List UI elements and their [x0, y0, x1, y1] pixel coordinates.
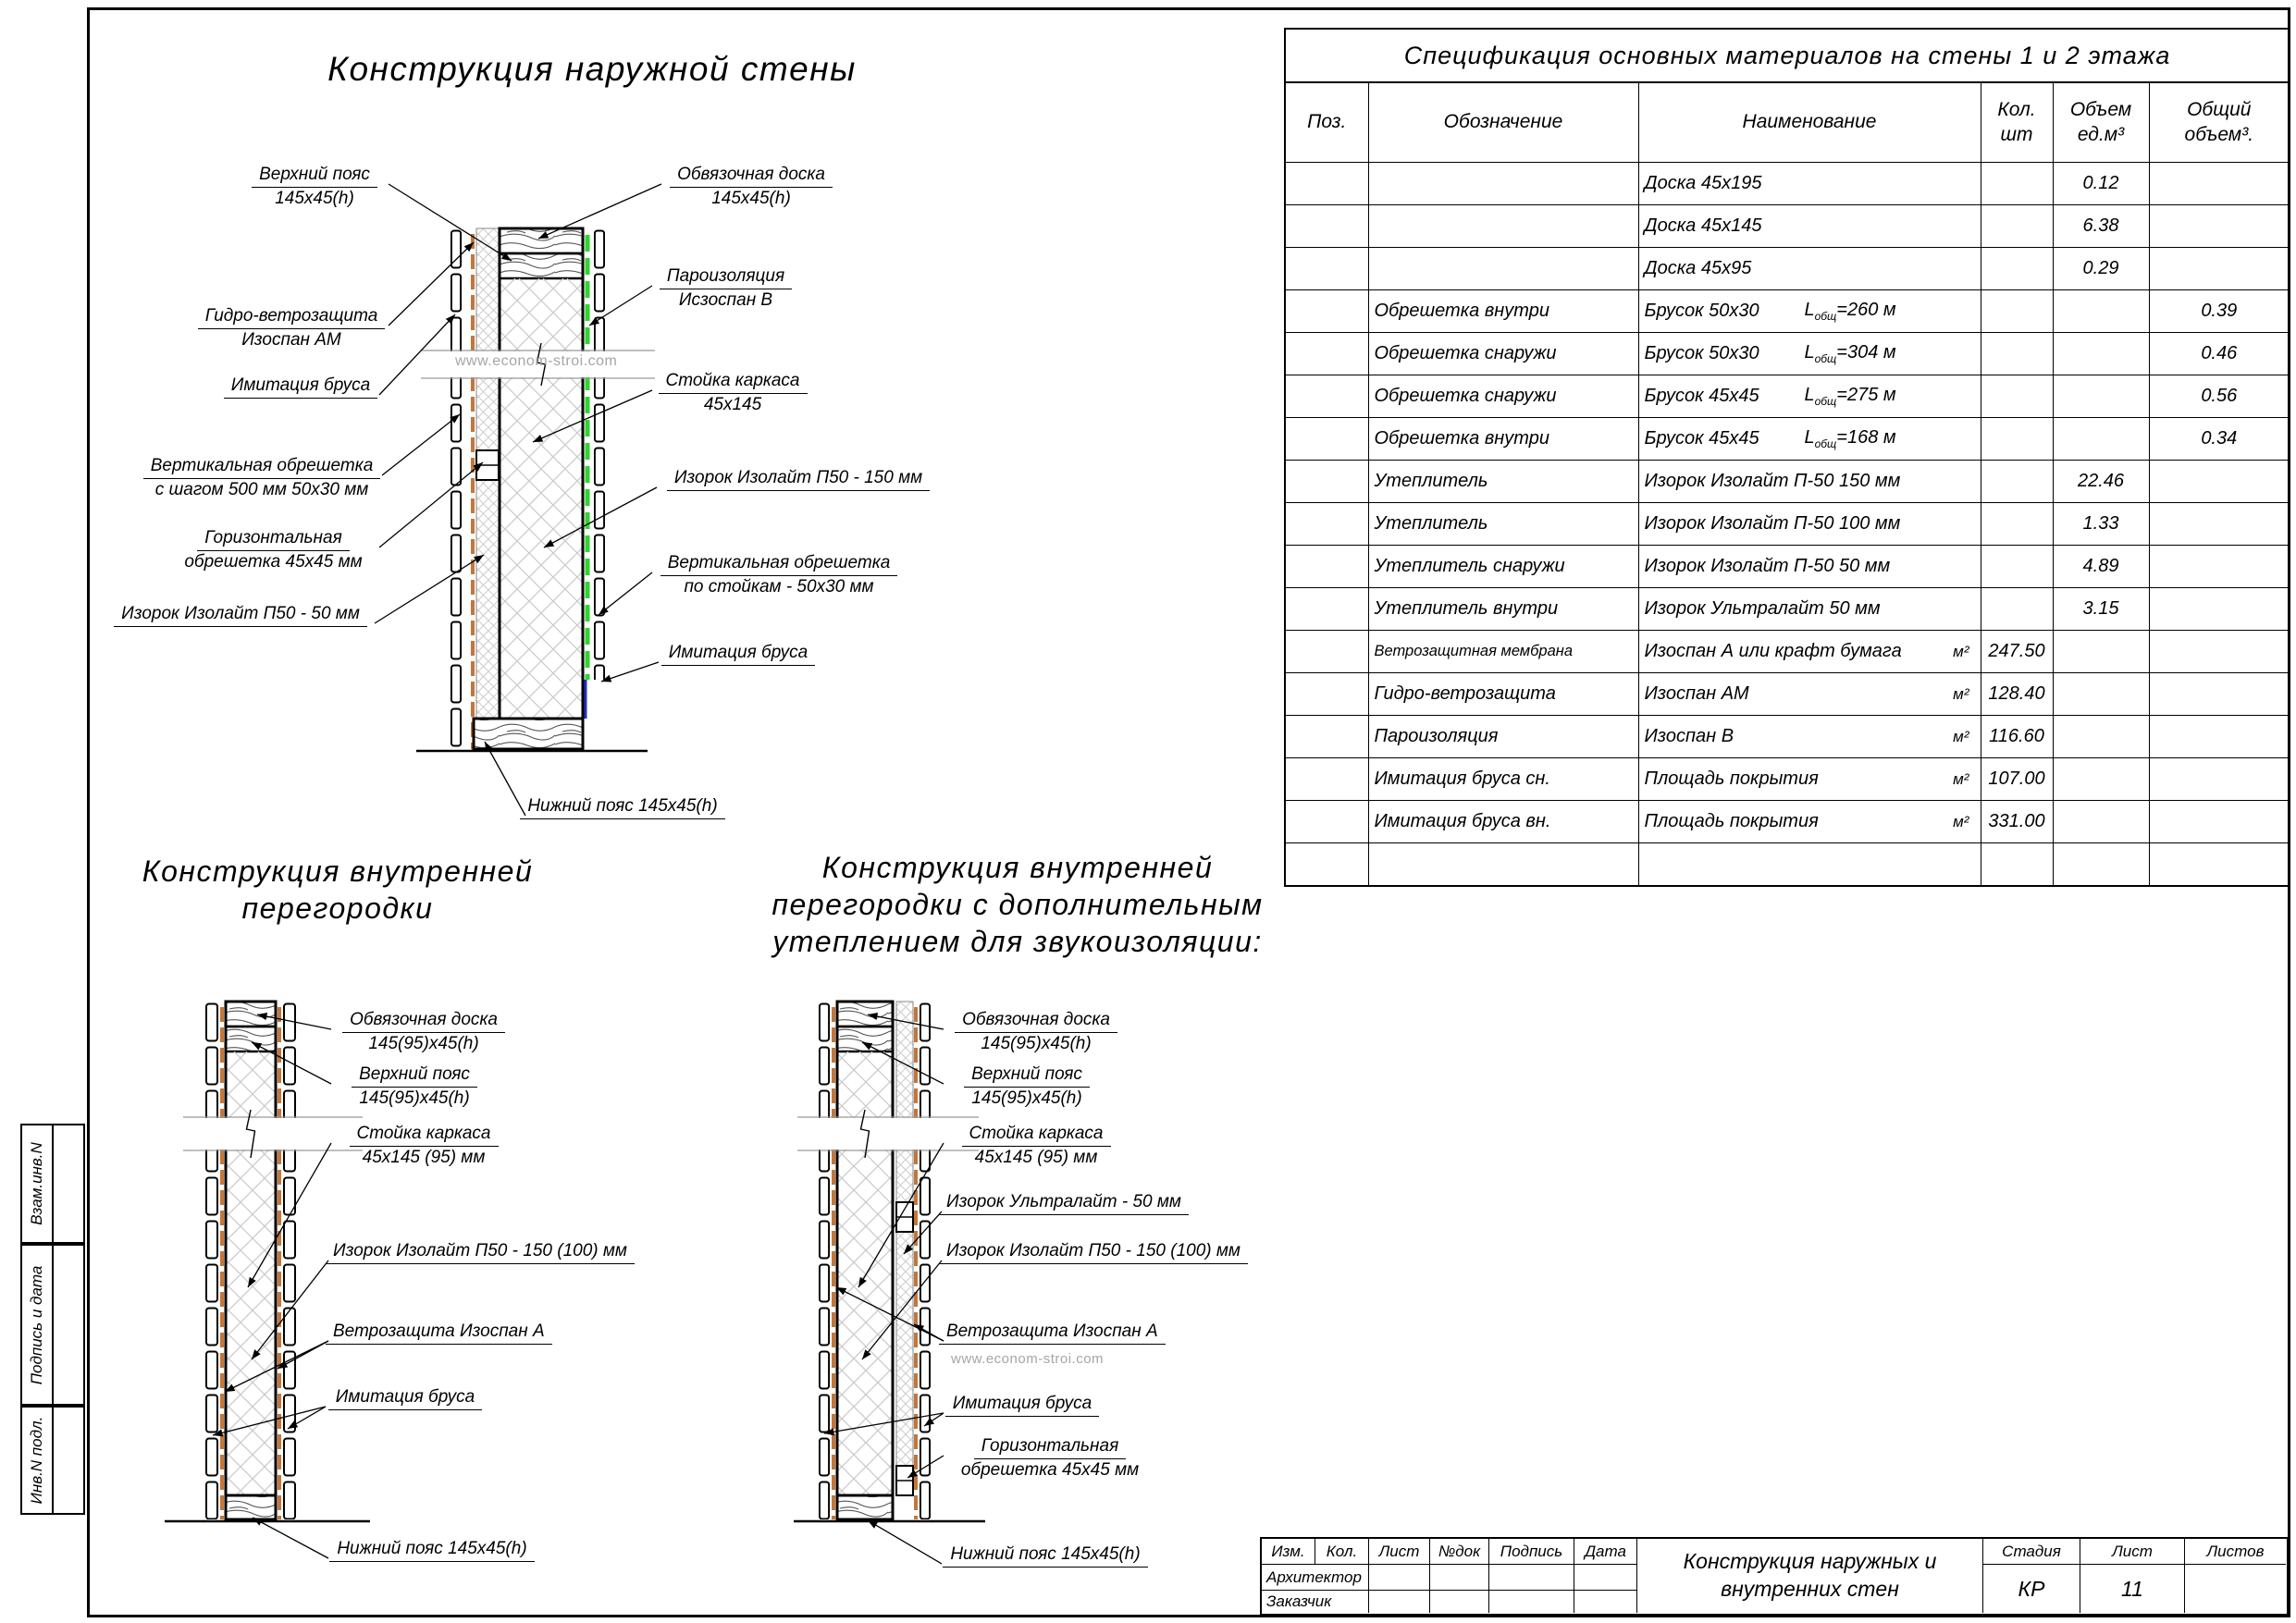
- col-name: Наименование: [1638, 82, 1981, 163]
- col-qty-line: шт: [2000, 123, 2033, 145]
- len-val: =260 м: [1836, 300, 1896, 320]
- cell-name: [1638, 290, 1981, 333]
- label-line: Имитация бруса: [945, 1394, 1099, 1417]
- label-line: Ветрозащита Изоспан А: [939, 1322, 1166, 1345]
- len-l: L: [1804, 342, 1815, 363]
- label-imitation-ip: [939, 1394, 1105, 1417]
- label-line: Ветрозащита Изоспан А: [326, 1322, 552, 1345]
- label-strap-board-ext: [659, 165, 844, 210]
- tb-doc-title-line1: Конструкция наружных и: [1683, 1549, 1937, 1574]
- label-bottom-belt-p: [326, 1539, 538, 1562]
- tb-cell: [1369, 1591, 1430, 1613]
- side-stamp-box-podpis: [20, 1244, 85, 1406]
- cell-unit-volume: 22.46: [2053, 461, 2149, 503]
- label-line: 145(95)x45(h): [981, 1034, 1092, 1054]
- label-strap-board-p: [331, 1010, 516, 1055]
- cell-designation: Пароизоляция: [1368, 716, 1638, 758]
- cell-name: [1638, 801, 1981, 843]
- cell-name: [1638, 758, 1981, 801]
- cell-unit-volume: [2053, 631, 2149, 673]
- label-line: Нижний пояс 145x45(h): [520, 796, 724, 819]
- external-wall-title: Конструкция наружной стены: [327, 50, 857, 88]
- cell-total-volume: [2149, 631, 2290, 673]
- label-line: Верхний пояс: [964, 1064, 1090, 1088]
- cell-name: [1638, 461, 1981, 503]
- insulated-partition-title-line1: Конструкция внутренней: [821, 851, 1214, 884]
- cell-designation: Гидро-ветрозащита: [1368, 673, 1638, 716]
- tb-customer: Заказчик: [1262, 1591, 1369, 1613]
- tb-cell: [1489, 1565, 1574, 1591]
- cell-pos: [1285, 418, 1368, 461]
- cell-qty: 247.50: [1981, 631, 2053, 673]
- col-designation: Обозначение: [1368, 82, 1638, 163]
- cell-name: [1638, 248, 1981, 290]
- cell-designation: Имитация бруса вн.: [1368, 801, 1638, 843]
- label-line: Имитация бруса: [661, 643, 815, 666]
- cell-designation: Обрешетка внутри: [1368, 290, 1638, 333]
- cell-total-volume: 0.39: [2149, 290, 2290, 333]
- label-line: Исзоспан В: [678, 290, 773, 311]
- vertical-label: [22, 1125, 52, 1242]
- cell-qty: [1981, 333, 2053, 375]
- cell-total-volume: 0.56: [2149, 375, 2290, 418]
- cell-unit-volume: 6.38: [2053, 205, 2149, 248]
- divider: [52, 1408, 54, 1513]
- spec-row: [1285, 588, 2290, 631]
- name-text: Площадь покрытия: [1644, 811, 1819, 831]
- name-text: Изоспан АМ: [1644, 683, 1749, 704]
- cell-qty: [1981, 290, 2053, 333]
- tb-cell: [1489, 1591, 1574, 1613]
- label-windproof-ip: [939, 1322, 1158, 1345]
- label-izolight-50: [102, 604, 379, 627]
- len-val: =275 м: [1836, 385, 1896, 405]
- label-horizontal-batten-ip: [944, 1436, 1156, 1482]
- name-text: Изорок Изолайт П-50 50 мм: [1644, 556, 1891, 576]
- spec-row: [1285, 205, 2290, 248]
- cell-total-volume: 0.34: [2149, 418, 2290, 461]
- label-ultralight-ip: [939, 1192, 1179, 1215]
- cell-pos: [1285, 546, 1368, 588]
- cell-qty: 331.00: [1981, 801, 2053, 843]
- cell-qty: [1981, 418, 2053, 461]
- side-stamp-box-vzam: [20, 1124, 85, 1244]
- cell-name: [1638, 418, 1981, 461]
- cell-name: [1638, 333, 1981, 375]
- cell-total-volume: [2149, 716, 2290, 758]
- label-top-belt-ip: [944, 1064, 1110, 1110]
- tb-cell: [1574, 1565, 1637, 1591]
- label-imitation-p: [322, 1387, 488, 1410]
- cell-unit-volume: [2053, 673, 2149, 716]
- vertical-label: [22, 1246, 52, 1404]
- unit-mark: м²: [1953, 812, 1969, 830]
- cell-name: [1638, 631, 1981, 673]
- spec-row: [1285, 758, 2290, 801]
- name-text: Брусок 50x30: [1644, 343, 1759, 363]
- cell-unit-volume: 0.29: [2053, 248, 2149, 290]
- cell-pos: [1285, 333, 1368, 375]
- len-val: =304 м: [1836, 342, 1896, 363]
- label-hydro-windproof: [190, 306, 393, 351]
- label-line: Изорок Изолайт П50 - 150 мм: [667, 468, 930, 491]
- tb-doc-title-line2: внутренних стен: [1721, 1577, 1899, 1601]
- label-line: Изорок Ультралайт - 50 мм: [939, 1192, 1189, 1215]
- cell-qty: [1981, 375, 2053, 418]
- tb-stage-label: Стадия: [1983, 1539, 2080, 1565]
- label-top-belt-p: [331, 1064, 498, 1110]
- cell-total-volume: [2149, 843, 2290, 887]
- cell-pos: [1285, 248, 1368, 290]
- label-bottom-belt-ext: [516, 796, 729, 819]
- cell-unit-volume: 4.89: [2053, 546, 2149, 588]
- cell-total-volume: [2149, 673, 2290, 716]
- spec-row: [1285, 843, 2290, 887]
- name-text: Изорок Ультралайт 50 мм: [1644, 598, 1881, 619]
- label-vertical-batten: [137, 456, 387, 501]
- label-line: обрешетка 45x45 мм: [960, 1460, 1140, 1481]
- cell-designation: [1368, 843, 1638, 887]
- cell-pos: [1285, 163, 1368, 205]
- name-text: Доска 45x195: [1644, 173, 1762, 193]
- cell-qty: [1981, 843, 2053, 887]
- spec-row: [1285, 333, 2290, 375]
- col-total-line: объем³.: [2184, 123, 2254, 145]
- insulated-partition-title-line2: перегородки с дополнительным: [772, 888, 1264, 921]
- cell-total-volume: [2149, 248, 2290, 290]
- label-line: по стойкам - 50x30 мм: [684, 577, 874, 597]
- len-sub: общ: [1814, 352, 1837, 365]
- spec-row: [1285, 631, 2290, 673]
- label-line: 45x145 (95) мм: [974, 1148, 1098, 1168]
- unit-mark: м²: [1953, 727, 1969, 745]
- name-text: Изорок Изолайт П-50 100 мм: [1644, 513, 1901, 534]
- partition-title-line1: Конструкция внутренней: [142, 855, 534, 888]
- cell-qty: 116.60: [1981, 716, 2053, 758]
- label-stud-p: [331, 1124, 516, 1169]
- col-unit-volume: [2053, 82, 2149, 163]
- name-text: Изоспан В: [1644, 726, 1734, 746]
- spec-row: [1285, 801, 2290, 843]
- cell-qty: [1981, 503, 2053, 546]
- label-line: 145(95)x45(h): [359, 1088, 470, 1109]
- label-top-belt-ext: [236, 165, 393, 210]
- unit-mark: м²: [1953, 769, 1969, 788]
- label-line: 145x45(h): [275, 189, 354, 209]
- spec-row: [1285, 375, 2290, 418]
- label-izolight-150: [655, 468, 942, 491]
- tb-col-podpis: Подпись: [1489, 1539, 1574, 1565]
- tb-cell: [1430, 1591, 1489, 1613]
- cell-designation: Утеплитель: [1368, 503, 1638, 546]
- col-unit-line: Объем: [2069, 99, 2132, 121]
- spec-row: [1285, 248, 2290, 290]
- cell-total-volume: 0.46: [2149, 333, 2290, 375]
- tb-col-list: Лист: [1369, 1539, 1430, 1565]
- label-strap-board-ip: [944, 1010, 1129, 1055]
- tb-cell: [1369, 1565, 1430, 1591]
- col-unit-line: ед.м³: [2077, 123, 2125, 145]
- cell-unit-volume: [2053, 801, 2149, 843]
- label-line: Пароизоляция: [660, 266, 792, 289]
- partition-title: [116, 853, 560, 927]
- len-l: L: [1804, 427, 1815, 448]
- cell-qty: [1981, 588, 2053, 631]
- cell-designation: [1368, 205, 1638, 248]
- cell-total-volume: [2149, 205, 2290, 248]
- label-vapor-barrier: [649, 266, 802, 312]
- cell-unit-volume: [2053, 843, 2149, 887]
- tb-sheets-value: [2185, 1565, 2286, 1613]
- spec-row: [1285, 163, 2290, 205]
- cell-designation: Имитация бруса сн.: [1368, 758, 1638, 801]
- label-line: Стойка каркаса: [962, 1124, 1111, 1147]
- divider: [52, 1246, 54, 1404]
- tb-sheet-label: Лист: [2080, 1539, 2185, 1565]
- tb-col-izm: Изм.: [1262, 1539, 1315, 1565]
- cell-name: [1638, 588, 1981, 631]
- name-text: Изорок Изолайт П-50 150 мм: [1644, 471, 1901, 491]
- side-stamp-box-inv: [20, 1406, 85, 1515]
- cell-total-volume: [2149, 758, 2290, 801]
- spec-title-row: [1285, 29, 2290, 82]
- cell-pos: [1285, 205, 1368, 248]
- label-line: Имитация бруса: [224, 375, 377, 399]
- cell-name: [1638, 716, 1981, 758]
- label-line: Изоспан АМ: [241, 330, 341, 350]
- len-l: L: [1804, 300, 1815, 320]
- label-line: Горизонтальная: [197, 528, 349, 551]
- label-imitation-left: [217, 375, 384, 399]
- label-izolight-ip: [939, 1241, 1241, 1264]
- cell-pos: [1285, 801, 1368, 843]
- cell-unit-volume: 1.33: [2053, 503, 2149, 546]
- label-line: 145x45(h): [711, 189, 791, 209]
- cell-pos: [1285, 843, 1368, 887]
- label-line: Верхний пояс: [252, 165, 377, 188]
- side-stamp: [20, 1124, 85, 1515]
- label-line: 145(95)x45(h): [971, 1088, 1082, 1109]
- cell-name: [1638, 843, 1981, 887]
- label-line: Горизонтальная: [974, 1436, 1126, 1459]
- label-bottom-belt-ip: [939, 1544, 1152, 1568]
- cell-designation: Утеплитель: [1368, 461, 1638, 503]
- tb-stage-value: КР: [1983, 1565, 2080, 1613]
- name-text: Изоспан А или крафт бумага: [1644, 641, 1902, 661]
- spec-row: [1285, 503, 2290, 546]
- cell-total-volume: [2149, 546, 2290, 588]
- cell-pos: [1285, 375, 1368, 418]
- spec-row: [1285, 290, 2290, 333]
- name-text: Брусок 45x45: [1644, 428, 1759, 449]
- cell-unit-volume: [2053, 290, 2149, 333]
- partition-title-line2: перегородки: [241, 891, 434, 925]
- tb-cell: [1574, 1591, 1637, 1613]
- unit-mark: м²: [1953, 684, 1969, 703]
- cell-total-volume: [2149, 588, 2290, 631]
- label-line: 145(95)x45(h): [368, 1034, 479, 1054]
- label-line: Изорок Изолайт П50 - 150 (100) мм: [939, 1241, 1248, 1264]
- cell-pos: [1285, 716, 1368, 758]
- cell-pos: [1285, 631, 1368, 673]
- cell-pos: [1285, 503, 1368, 546]
- label-line: обрешетка 45x45 мм: [184, 552, 363, 572]
- label-line: Гидро-ветрозащита: [198, 306, 386, 329]
- spec-row: [1285, 546, 2290, 588]
- tb-architect: Архитектор: [1262, 1565, 1369, 1591]
- cell-unit-volume: [2053, 375, 2149, 418]
- label-line: Имитация бруса: [328, 1387, 482, 1410]
- col-pos: Поз.: [1285, 82, 1368, 163]
- cell-qty: [1981, 205, 2053, 248]
- name-text: Площадь покрытия: [1644, 768, 1819, 789]
- cell-qty: [1981, 163, 2053, 205]
- spec-table: [1284, 28, 2290, 887]
- label-line: Стойка каркаса: [659, 371, 808, 394]
- tb-doc-title: [1637, 1539, 1983, 1613]
- vertical-label: [22, 1408, 52, 1513]
- cell-unit-volume: [2053, 418, 2149, 461]
- cell-total-volume: [2149, 461, 2290, 503]
- cell-unit-volume: [2053, 758, 2149, 801]
- label-imitation-right: [655, 643, 821, 666]
- len-sub: общ: [1814, 395, 1837, 408]
- cell-name: [1638, 205, 1981, 248]
- col-total-line: Общий: [2187, 99, 2252, 121]
- watermark-1: www.econom-stroi.com: [455, 353, 618, 369]
- tb-col-ndoc: №док: [1430, 1539, 1489, 1565]
- watermark-2: www.econom-stroi.com: [951, 1351, 1105, 1367]
- vertical-label-text: Инв.N подл.: [28, 1416, 45, 1505]
- cell-pos: [1285, 758, 1368, 801]
- label-line: Изорок Изолайт П50 - 150 (100) мм: [326, 1241, 635, 1264]
- label-izolight-p: [326, 1241, 627, 1264]
- tb-col-kol: Кол.: [1315, 1539, 1369, 1565]
- cell-qty: [1981, 461, 2053, 503]
- title-block: [1260, 1537, 2289, 1616]
- tb-cell: [1430, 1565, 1489, 1591]
- cell-designation: Обрешетка снаружи: [1368, 375, 1638, 418]
- label-line: Обвязочная доска: [955, 1010, 1117, 1033]
- cell-name: [1638, 546, 1981, 588]
- len-sub: общ: [1814, 437, 1837, 450]
- cell-qty: [1981, 248, 2053, 290]
- col-qty: [1981, 82, 2053, 163]
- spec-row: [1285, 418, 2290, 461]
- vertical-label-text: Подпись и дата: [28, 1265, 45, 1384]
- length-text: [1805, 385, 1896, 408]
- name-text: Доска 45x145: [1644, 215, 1762, 236]
- divider: [52, 1125, 54, 1242]
- name-text: Брусок 45x45: [1644, 386, 1759, 406]
- label-stud-ip: [944, 1124, 1129, 1169]
- cell-pos: [1285, 588, 1368, 631]
- cell-designation: Утеплитель снаружи: [1368, 546, 1638, 588]
- label-line: 45x145 (95) мм: [362, 1148, 486, 1168]
- cell-unit-volume: [2053, 716, 2149, 758]
- cell-total-volume: [2149, 801, 2290, 843]
- cell-designation: Утеплитель внутри: [1368, 588, 1638, 631]
- len-val: =168 м: [1836, 427, 1896, 448]
- length-text: [1805, 300, 1896, 323]
- label-windproof-p: [326, 1322, 545, 1345]
- cell-total-volume: [2149, 503, 2290, 546]
- label-line: Нижний пояс 145x45(h): [943, 1544, 1147, 1568]
- cell-designation: Обрешетка внутри: [1368, 418, 1638, 461]
- cell-designation: [1368, 163, 1638, 205]
- label-line: Стойка каркаса: [350, 1124, 499, 1147]
- spec-header-row: [1285, 82, 2290, 163]
- cell-name: [1638, 503, 1981, 546]
- cell-qty: [1981, 546, 2053, 588]
- len-sub: общ: [1814, 310, 1837, 323]
- cell-unit-volume: 0.12: [2053, 163, 2149, 205]
- label-vertical-batten-studs: [649, 553, 908, 598]
- label-line: Обвязочная доска: [342, 1010, 505, 1033]
- cell-designation: Ветрозащитная мембрана: [1368, 631, 1638, 673]
- spec-row: [1285, 673, 2290, 716]
- len-l: L: [1804, 385, 1815, 405]
- label-line: с шагом 500 мм 50x30 мм: [154, 480, 369, 500]
- length-text: [1805, 427, 1896, 450]
- cell-name: [1638, 673, 1981, 716]
- cell-name: [1638, 375, 1981, 418]
- cell-qty: 128.40: [1981, 673, 2053, 716]
- label-line: Изорок Изолайт П50 - 50 мм: [114, 604, 367, 627]
- cell-name: [1638, 163, 1981, 205]
- vertical-label-text: Взам.инв.N: [28, 1142, 45, 1225]
- cell-pos: [1285, 673, 1368, 716]
- insulated-partition-title: [768, 849, 1267, 960]
- tb-sheet-value: 11: [2080, 1565, 2185, 1613]
- spec-row: [1285, 716, 2290, 758]
- label-line: Верхний пояс: [352, 1064, 477, 1088]
- cell-designation: [1368, 248, 1638, 290]
- label-stud-ext: [649, 371, 816, 416]
- name-text: Доска 45x95: [1644, 258, 1752, 278]
- cell-designation: Обрешетка снаружи: [1368, 333, 1638, 375]
- label-line: Нижний пояс 145x45(h): [329, 1539, 534, 1562]
- cell-total-volume: [2149, 163, 2290, 205]
- spec-table-title: Спецификация основных материалов на стены 1 и 2 этажа: [1285, 29, 2290, 82]
- cell-pos: [1285, 290, 1368, 333]
- cell-unit-volume: 3.15: [2053, 588, 2149, 631]
- label-line: 45x145: [703, 395, 762, 415]
- tb-sheets-label: Листов: [2185, 1539, 2286, 1565]
- col-qty-line: Кол.: [1997, 99, 2036, 121]
- label-horizontal-batten: [165, 528, 382, 573]
- label-line: Вертикальная обрешетка: [143, 456, 381, 479]
- length-text: [1805, 342, 1896, 365]
- cell-qty: 107.00: [1981, 758, 2053, 801]
- insulated-partition-title-line3: утеплением для звукоизоляции:: [772, 925, 1263, 958]
- cell-unit-volume: [2053, 333, 2149, 375]
- tb-col-data: Дата: [1574, 1539, 1637, 1565]
- unit-mark: м²: [1953, 642, 1969, 660]
- col-total-volume: [2149, 82, 2290, 163]
- cell-pos: [1285, 461, 1368, 503]
- spec-row: [1285, 461, 2290, 503]
- label-line: Вертикальная обрешетка: [660, 553, 898, 576]
- label-line: Обвязочная доска: [670, 165, 833, 188]
- name-text: Брусок 50x30: [1644, 301, 1759, 321]
